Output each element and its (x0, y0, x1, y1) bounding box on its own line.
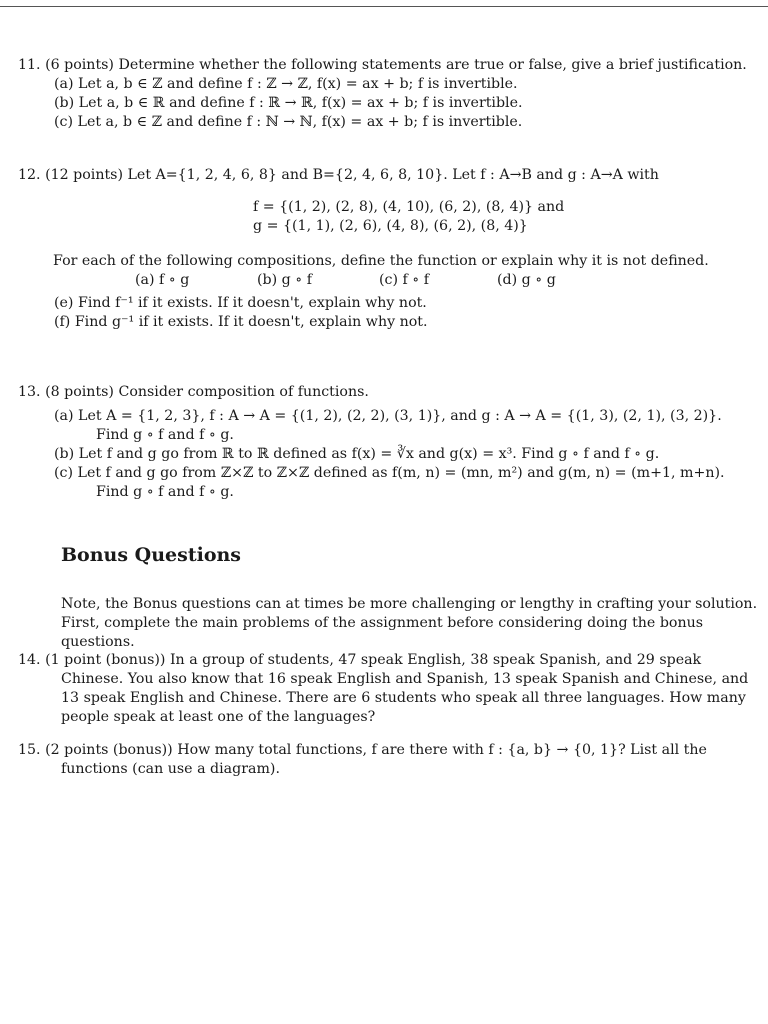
problem-12-intro: For each of the following compositions, define the function or explain why it is not defined. (53, 253, 709, 269)
problem-11 (18, 56, 747, 132)
problem-13-part-a: (a) Let A = {1, 2, 3}, f : A → A = {(1, 2), (2, 2), (3, 1)}, and g : A → A = {(1, 3), (2, 1), (3, 2)}. (54, 408, 722, 424)
problem-15-text: 15. (2 points (bonus)) How many total functions, f are there with f : {a, b} → {0, 1}? List all the functions (can use a diagram). (18, 742, 707, 777)
problem-13-part-a-find: Find g ∘ f and f ∘ g. (96, 427, 234, 443)
problem-11-part-c: (c) Let a, b ∈ ℤ and define f : ℕ → ℕ, f(x) = ax + b; f is invertible. (54, 114, 523, 130)
bonus-heading: Bonus Questions (61, 544, 241, 566)
bonus-note: Note, the Bonus questions can at times be more challenging or lengthy in crafting your solution. First, complete the main problems of the assignment before considering doing the bonus questions. (61, 596, 758, 650)
problem-12-header: 12. (12 points) Let A={1, 2, 4, 6, 8} and B={2, 4, 6, 8, 10}. Let f : A→B and g : A→A with (18, 167, 659, 183)
problem-12 (18, 166, 760, 332)
problem-14 (18, 651, 760, 727)
problem-13 (18, 383, 760, 502)
composition-b: (b) g ∘ f (257, 272, 312, 288)
problem-11-header: 11. (6 points) Determine whether the following statements are true or false, give a brief justification. (18, 57, 747, 73)
top-rule (0, 6, 768, 7)
problem-13-header: 13. (8 points) Consider composition of functions. (18, 384, 369, 400)
problem-13-part-c: (c) Let f and g go from ℤ×ℤ to ℤ×ℤ defined as f(m, n) = (mn, m²) and g(m, n) = (m+1, m+n). (54, 465, 725, 481)
problem-15 (18, 741, 760, 779)
problem-12-f-definition: f = {(1, 2), (2, 8), (4, 10), (6, 2), (8, 4)} and (253, 199, 565, 215)
problem-12-compositions (18, 271, 760, 290)
problem-11-part-a: (a) Let a, b ∈ ℤ and define f : ℤ → ℤ, f(x) = ax + b; f is invertible. (54, 76, 518, 92)
problem-13-part-c-find: Find g ∘ f and f ∘ g. (96, 484, 234, 500)
composition-d: (d) g ∘ g (497, 272, 556, 288)
problem-14-text: 14. (1 point (bonus)) In a group of students, 47 speak English, 38 speak Spanish, and 29 speak Chinese. You also know that 16 speak English and Spanish, 13 speak Spanish and Chinese, and 13 speak English and Chinese. There are 6 students who speak all three languages. How many people speak at least one of the languages? (18, 652, 749, 725)
problem-12-part-f: (f) Find g⁻¹ if it exists. If it doesn't, explain why not. (54, 314, 428, 330)
problem-13-part-b: (b) Let f and g go from ℝ to ℝ defined as f(x) = ∛x and g(x) = x³. Find g ∘ f and f ∘ g. (54, 446, 660, 462)
problem-11-part-b: (b) Let a, b ∈ ℝ and define f : ℝ → ℝ, f(x) = ax + b; f is invertible. (54, 95, 523, 111)
problem-12-g-definition: g = {(1, 1), (2, 6), (4, 8), (6, 2), (8, 4)} (253, 218, 528, 234)
composition-c: (c) f ∘ f (379, 272, 430, 288)
composition-a: (a) f ∘ g (135, 272, 190, 288)
problem-12-part-e: (e) Find f⁻¹ if it exists. If it doesn't, explain why not. (54, 295, 427, 311)
